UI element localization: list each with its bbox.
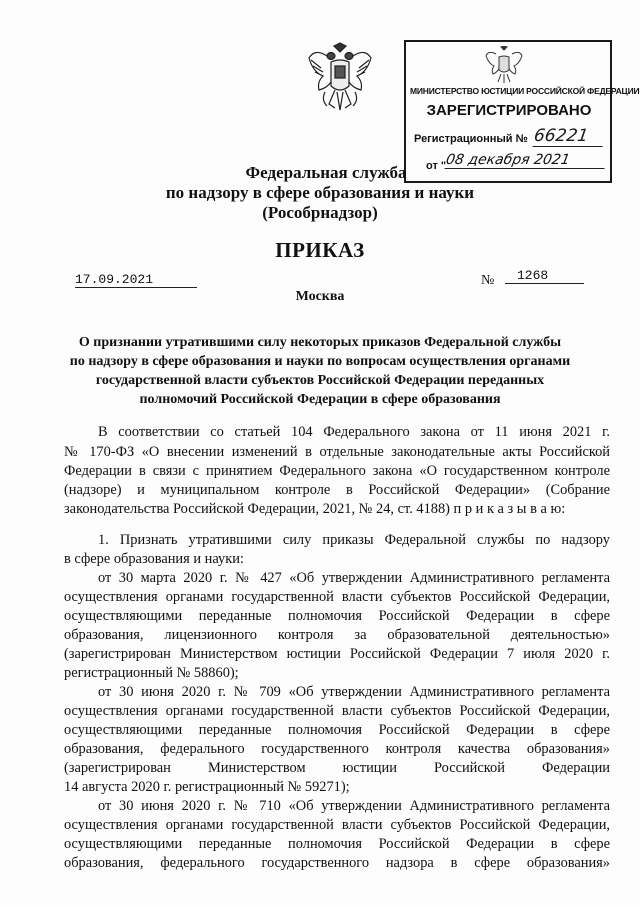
paragraph-line: образования, федерального государственного надзора в сфере образования» (64, 855, 610, 871)
paragraph-line: от 30 марта 2020 г. № 427 «Об утверждении Административного регламента (98, 570, 610, 586)
paragraph-line: осуществляющими переданные полномочия Российской Федерации в сфере (64, 836, 610, 852)
paragraph-line: осуществления органами государственной власти субъектов Российской Федерации, (64, 817, 610, 833)
paragraph-line: (зарегистрирован Министерством юстиции Российской Федерации (64, 760, 610, 776)
registration-stamp (404, 40, 640, 183)
paragraph-line: образования, федерального государственного контроля качества образования» (64, 741, 610, 757)
paragraph-line: Федерации в связи с принятием Федерального закона «О государственном контроле (64, 463, 610, 479)
stamp-ministry-name: МИНИСТЕРСТВО ЮСТИЦИИ РОССИЙСКОЙ ФЕДЕРАЦИИ (410, 86, 640, 96)
paragraph-line: В соответствии со статьей 104 Федерального закона от 11 июня 2021 г. (98, 424, 610, 440)
document-title-line: государственной власти субъектов Российской Федерации переданных (95, 373, 545, 388)
agency-name-line-3: (Рособрнадзор) (262, 203, 378, 222)
paragraph-line: осуществления органами государственной власти субъектов Российской Федерации, (64, 589, 610, 605)
paragraph-line: (зарегистрирован Министерством юстиции Российской Федерации 7 июля 2020 г. (64, 646, 610, 662)
paragraph-line: 1. Признать утратившими силу приказы Федеральной службы по надзору (98, 532, 610, 548)
paragraph-line: регистрационный № 58860); (64, 665, 239, 681)
stamp-date-value: 08 декабря 2021 (445, 152, 608, 169)
stamp-reg-number-label: Регистрационный № (414, 133, 528, 145)
paragraph-line: осуществляющими переданные полномочия Российской Федерации в сфере (64, 608, 610, 624)
order-number: 1268 (505, 268, 584, 284)
agency-name-line-2: по надзору в сфере образования и науки (165, 183, 475, 202)
paragraph-line: от 30 июня 2020 г. № 709 «Об утверждении Административного регламента (98, 684, 610, 700)
paragraph-line: в сфере образования и науки: (64, 551, 244, 567)
paragraph-line: 14 августа 2020 г. регистрационный № 59271); (64, 779, 350, 795)
stamp-registered-label: ЗАРЕГИСТРИРОВАНО (426, 102, 592, 119)
agency-name-line-1: Федеральная служба (245, 163, 407, 182)
paragraph-line: осуществления органами государственной власти субъектов Российской Федерации, (64, 703, 610, 719)
paragraph-line: от 30 июня 2020 г. № 710 «Об утверждении Административного регламента (98, 798, 610, 814)
paragraph-line: осуществляющими переданные полномочия Российской Федерации в сфере (64, 722, 610, 738)
order-title: ПРИКАЗ (275, 238, 365, 262)
coat-of-arms-emblem (305, 42, 375, 114)
paragraph-line: законодательства Российской Федерации, 2021, № 24, ст. 4188) п р и к а з ы в а ю: (64, 501, 566, 517)
stamp-reg-number-value: 66221 (533, 126, 606, 147)
city: Москва (295, 289, 345, 304)
paragraph-line: образования, лицензионного контроля за образовательной деятельностью» (64, 627, 610, 643)
document-title-line: О признании утратившими силу некоторых приказов Федеральной службы (78, 335, 562, 350)
stamp-date-label: от " (426, 160, 447, 172)
document-title-line: полномочий Российской Федерации в сфере образования (139, 392, 501, 407)
stamp-emblem (484, 46, 524, 84)
paragraph-line: № 170-ФЗ «О внесении изменений в отдельные законодательные акты Российской (64, 444, 610, 460)
document-title-line: по надзору в сфере образования и науки по вопросам осуществления органами (69, 354, 571, 369)
paragraph-line: (надзоре) и муниципальном контроле в Российской Федерации» (Собрание (64, 482, 610, 498)
order-date: 17.09.2021 (75, 272, 197, 288)
order-number-sign: № (481, 273, 495, 288)
